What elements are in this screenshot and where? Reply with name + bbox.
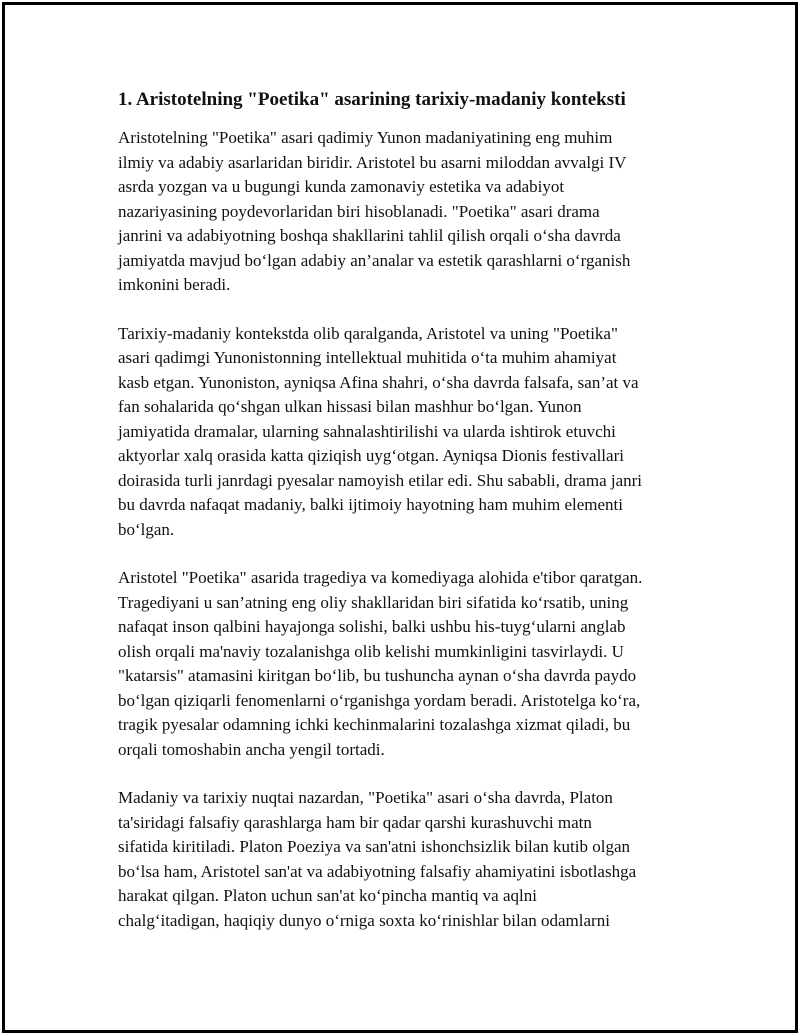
text-line: olish orqali ma'naviy tozalanishga olib kelishi mumkinligini tasvirlaydi. U <box>118 641 624 661</box>
text-line: imkonini beradi. <box>118 275 231 294</box>
text-line: jamiyatda mavjud boʻlgan adabiy an’analar va estetik qarashlarni oʻrganish <box>118 250 631 270</box>
paragraph-3 <box>118 566 693 762</box>
text-line: chalgʻitadigan, haqiqiy dunyo oʻrniga soxta koʻrinishlar bilan odamlarni <box>118 910 610 930</box>
text-line: kasb etgan. Yunoniston, ayniqsa Afina shahri, oʻsha davrda falsafa, san’at va <box>118 372 639 392</box>
text-line: asari qadimgi Yunonistonning intellektual muhitida oʻta muhim ahamiyat <box>118 348 617 367</box>
paragraph-1 <box>118 126 693 298</box>
text-line: orqali tomoshabin ancha yengil tortadi. <box>118 739 385 759</box>
text-line: Tarixiy-madaniy kontekstda olib qaralganda, Aristotel va uning "Poetika" <box>118 323 618 343</box>
text-line: bu davrda nafaqat madaniy, balki ijtimoiy hayotning ham muhim elementi <box>118 495 623 514</box>
text-line: "katarsis" atamasini kiritgan boʻlib, bu tushuncha aynan oʻsha davrda paydo <box>118 666 637 685</box>
text-line: janrini va adabiyotning boshqa shakllarini tahlil qilish orqali oʻsha davrda <box>118 226 621 245</box>
text-line: fan sohalarida qoʻshgan ulkan hissasi bilan mashhur boʻlgan. Yunon <box>118 397 582 416</box>
text-line: asrda yozgan va u bugungi kunda zamonaviy estetika va adabiyot <box>118 177 565 196</box>
text-line: boʻlgan. <box>118 519 175 539</box>
paragraph-2 <box>118 322 693 543</box>
text-line: tragik pyesalar odamning ichki kechinmalarini tozalashga xizmat qiladi, bu <box>118 715 631 734</box>
paragraph-4 <box>118 786 693 933</box>
text-line: nazariyasining poydevorlaridan biri hisoblanadi. "Poetika" asari drama <box>118 201 600 221</box>
text-line: Aristotel "Poetika" asarida tragediya va komediyaga alohida e'tibor qaratgan. <box>118 568 643 587</box>
text-line: ilmiy va adabiy asarlaridan biridir. Aristotel bu asarni miloddan avvalgi IV <box>118 152 627 172</box>
text-line: boʻlsa ham, Aristotel san'at va adabiyotning falsafiy ahamiyatini isbotlashga <box>118 861 637 881</box>
text-line: jamiyatida dramalar, ularning sahnalashtirilishi va ularda ishtirok etuvchi <box>118 421 616 441</box>
text-line: aktyorlar xalq orasida katta qiziqish uygʻotgan. Ayniqsa Dionis festivallari <box>118 446 624 465</box>
text-line: nafaqat inson qalbini hayajonga solishi, balki ushbu his-tuygʻularni anglab <box>118 617 626 636</box>
text-line: boʻlgan qiziqarli fenomenlarni oʻrganishga yordam beradi. Aristotelga koʻra, <box>118 690 641 710</box>
document-body <box>118 88 693 957</box>
text-line: sifatida kiritiladi. Platon Poeziya va san'atni ishonchsizlik bilan kutib olgan <box>118 837 631 856</box>
text-line: harakat qilgan. Platon uchun san'at koʻpincha mantiq va aqlni <box>118 886 537 905</box>
text-line: Tragediyani u san’atning eng oliy shakllaridan biri sifatida koʻrsatib, uning <box>118 592 629 612</box>
text-line: Aristotelning "Poetika" asari qadimiy Yunon madaniyatining eng muhim <box>118 128 613 147</box>
text-line: doirasida turli janrdagi pyesalar namoyish etilar edi. Shu sababli, drama janri <box>118 470 643 490</box>
text-line: Madaniy va tarixiy nuqtai nazardan, "Poetika" asari oʻsha davrda, Platon <box>118 788 613 807</box>
section-heading: 1. Aristotelning "Poetika" asarining tarixiy-madaniy konteksti <box>118 89 626 110</box>
text-line: ta'siridagi falsafiy qarashlarga ham bir qadar qarshi kurashuvchi matn <box>118 812 592 832</box>
